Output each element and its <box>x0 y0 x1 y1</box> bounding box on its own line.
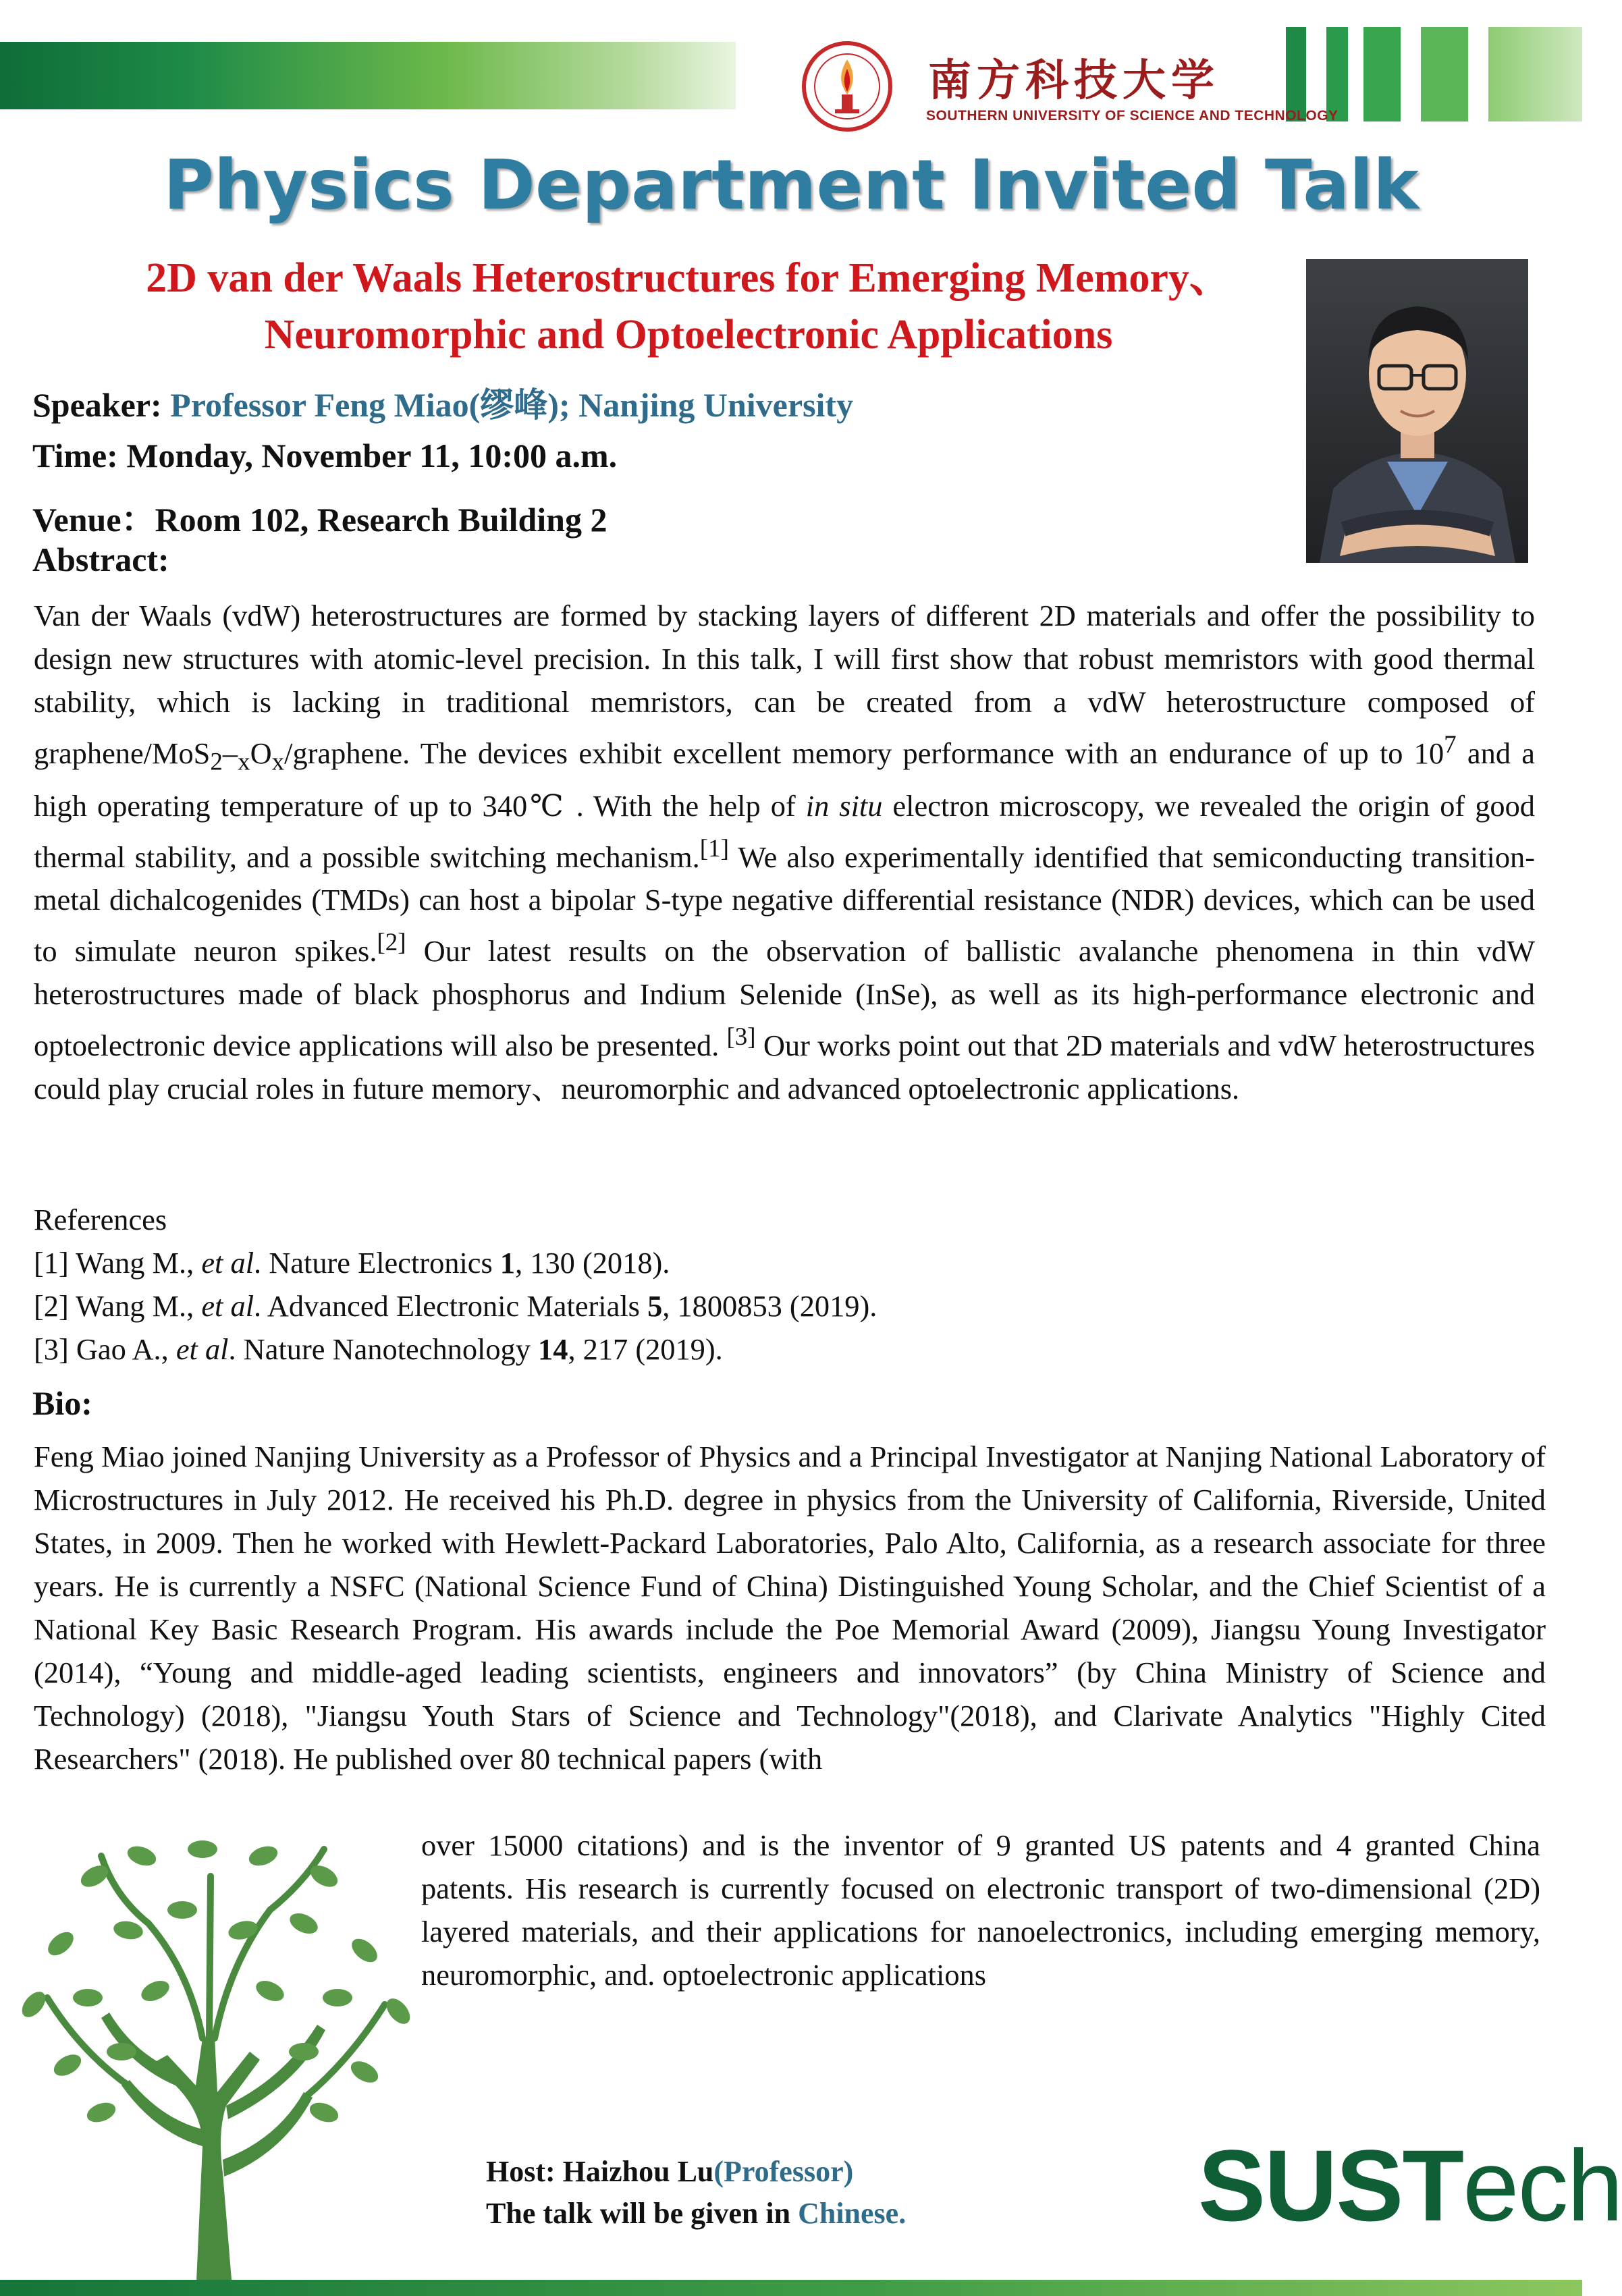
venue-line <box>32 493 607 541</box>
footer-band <box>0 2280 1582 2296</box>
university-name-en: SOUTHERN UNIVERSITY OF SCIENCE AND TECHNOLOGY <box>926 108 1339 124</box>
abstract-heading: Abstract: <box>32 541 169 578</box>
language-line <box>486 2196 906 2231</box>
header-band <box>0 42 736 109</box>
venue-label: Venue： <box>32 501 155 539</box>
sustech-wordmark <box>1198 2127 1622 2244</box>
abstract-text: Van der Waals (vdW) heterostructures are formed by stacking layers of different 2D materials and offer the possibility to design new structures with atomic-level precision. In this talk, I will first show that robust memristors with good thermal stability, which is lacking in traditional memristors, can be created from a vdW heterostructure composed of graphene/$MoS_2-_xO_x$/graphene. The devices exhibit excellent memory performance with an endurance of up to $10^7$ and a high operating temperature of up to 340℃ . With the help of in situ electron microscopy, we revealed the origin of good thermal stability, and a possible switching mechanism.[1] We also experimentally identified that semiconducting transition-metal dichalcogenides (TMDs) can host a bipolar S-type negative differential resistance (NDR) devices, which can be used to simulate neuron spikes.[2] Our latest results on the observation of ballistic avalanche phenomena in thin vdW heterostructures made of black phosphorus and Indium Selenide (InSe), as well as its high-performance electronic and optoelectronic device applications will also be presented. [3] Our works point out that 2D materials and vdW heterostructures could play crucial roles in future memory、neuromorphic and advanced optoelectronic applications. <box>34 599 1536 1106</box>
bio-text: Feng Miao joined Nanjing University as a Professor of Physics and a Principal Investigator at Nanjing National Laboratory of Microstructures in July 2012. He received his Ph.D. degree in physics from the University of California, Riverside, United States, in 2009. Then he worked with Hewlett-Packard Laboratories, Palo Alto, California, as a research associate for three years. He is currently a NSFC (National Science Fund of China) Distinguished Young Scholar, and the Chief Scientist of a National Key Basic Research Program. His awards include the Poe Memorial Award (2009), Jiangsu Young Investigator (2014), “Young and middle-aged leading scientists, engineers and innovators” (by China Ministry of Science and Technology) (2018), "Jiangsu Youth Stars of Science and Technology"(2018), and Clarivate Analytics "Highly Cited Researchers" (2018). He published over 80 technical papers (with <box>34 1440 1546 1776</box>
references-heading: References <box>34 1203 167 1236</box>
header-stripes <box>1286 27 1582 121</box>
talk-title-line-2: Neuromorphic and Optoelectronic Applications <box>264 312 1113 358</box>
brand-part-1: SUST <box>1198 2129 1463 2242</box>
speaker-photo <box>1306 259 1528 563</box>
brand-part-2: ech <box>1463 2129 1622 2242</box>
reference-item: [1] Wang M., et al. Nature Electronics 1, 130 (2018). <box>34 1246 670 1280</box>
reference-item: [2] Wang M., et al. Advanced Electronic Materials 5, 1800853 (2019). <box>34 1289 877 1323</box>
time-value: Monday, November 11, 10:00 a.m. <box>126 437 618 474</box>
event-title: Physics Department Invited Talk <box>163 145 1419 225</box>
venue-value: Room 102, Research Building 2 <box>155 501 607 539</box>
bio-heading: Bio: <box>32 1384 92 1422</box>
speaker-line <box>32 378 853 427</box>
tree-illustration <box>0 1795 432 2296</box>
reference-item: [3] Gao A., et al. Nature Nanotechnology 14, 217 (2019). <box>34 1332 723 1366</box>
language-label: The talk will be given in <box>486 2197 799 2230</box>
host-title: (Professor) <box>713 2155 854 2188</box>
university-name-cn: 南方科技大学 <box>928 55 1220 106</box>
speaker-value: Professor Feng Miao(缪峰); Nanjing University <box>170 386 854 424</box>
bio-text-continued: over 15000 citations) and is the inventor of 9 granted US patents and 4 granted China patents. His research is currently focused on electronic transport of two-dimensional (2D) layered materials, and their applications for nanoelectronics, including emerging memory, neuromorphic, and. optoelectronic applications <box>421 1828 1540 1992</box>
time-line <box>32 436 617 475</box>
host-label: Host: Haizhou Lu <box>486 2155 714 2188</box>
talk-title <box>27 250 1350 363</box>
host-line <box>486 2154 853 2189</box>
time-label: Time: <box>32 437 118 474</box>
language-value: Chinese. <box>798 2197 907 2230</box>
speaker-label: Speaker: <box>32 386 162 424</box>
talk-title-line-1: 2D van der Waals Heterostructures for Emerging Memory、 <box>146 255 1231 301</box>
